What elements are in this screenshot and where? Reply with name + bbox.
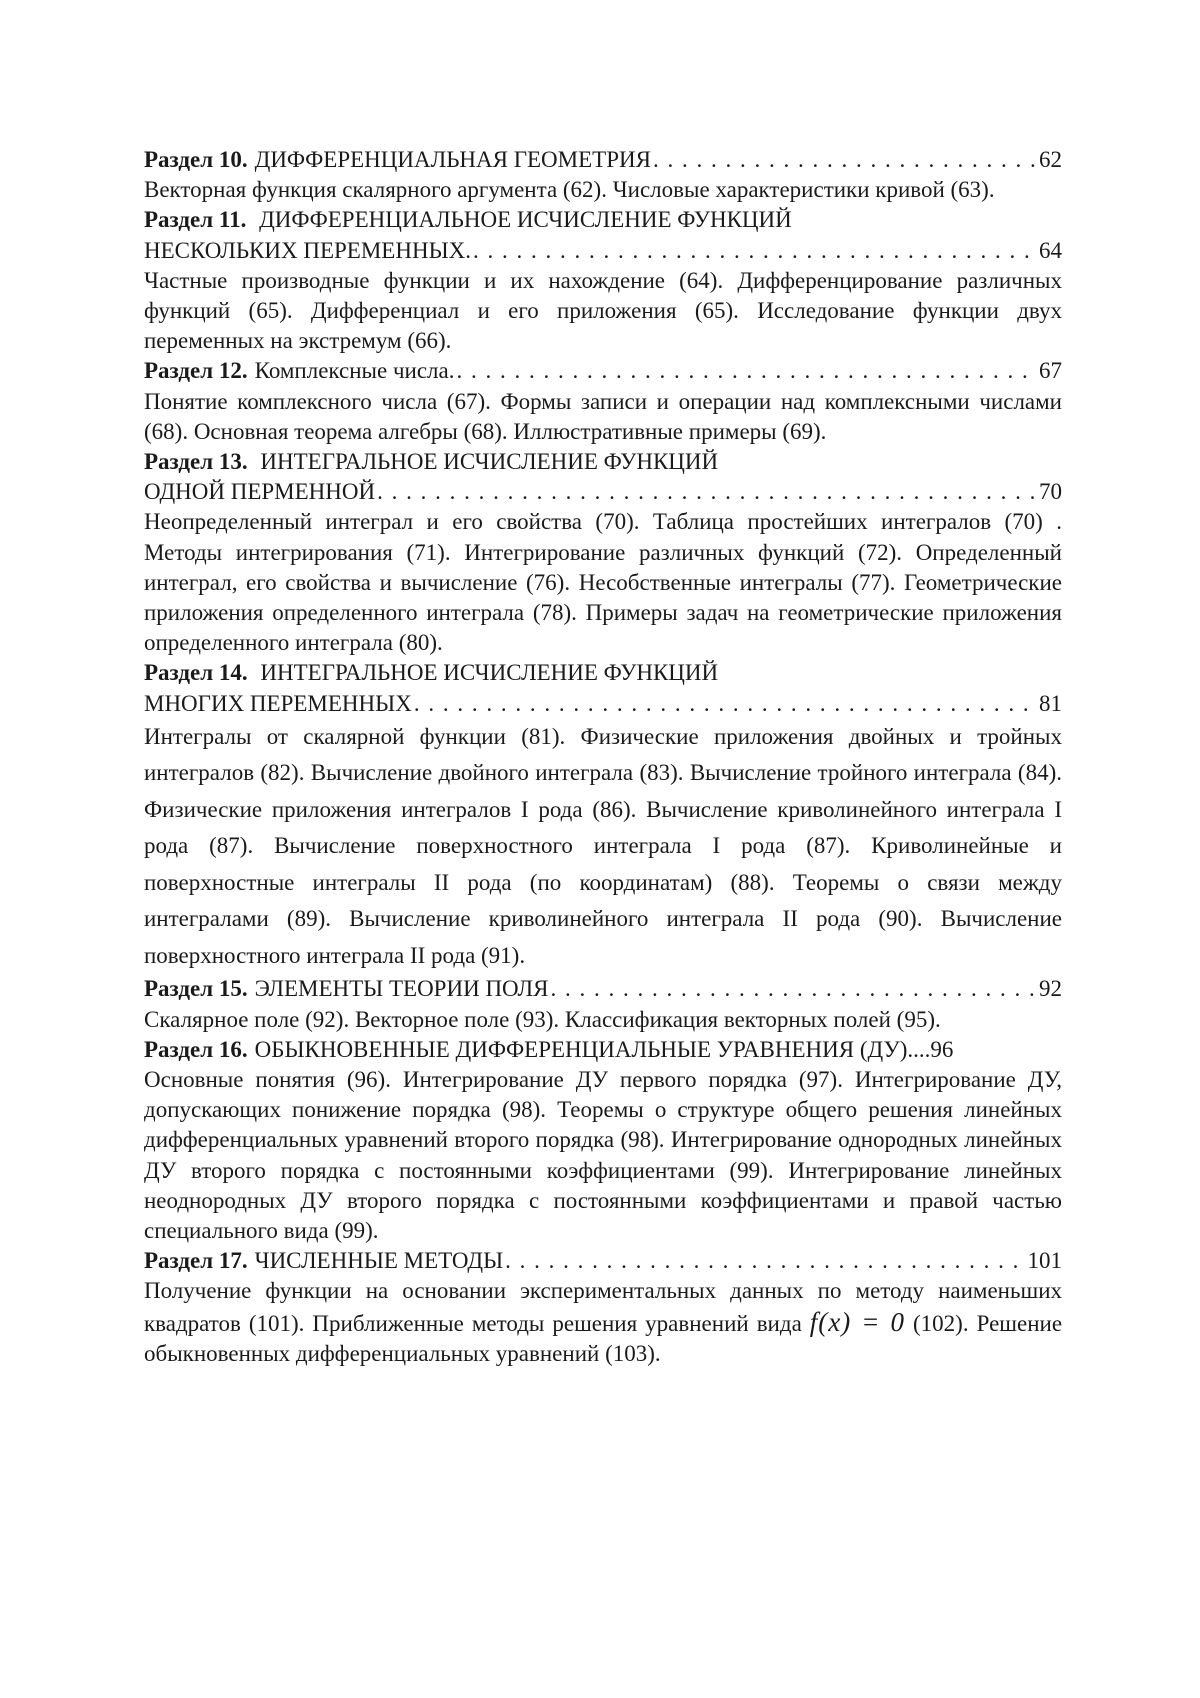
dot-leader bbox=[473, 236, 1037, 266]
page-number: 96 bbox=[930, 1036, 954, 1062]
page-number: 64 bbox=[1039, 237, 1062, 263]
toc-heading[interactable] bbox=[144, 145, 1062, 175]
toc-entry-section-11 bbox=[144, 205, 1062, 356]
section-label: Раздел 10. bbox=[144, 147, 248, 172]
section-label: Раздел 12. bbox=[144, 358, 248, 384]
section-title: ДИФФЕРЕНЦИАЛЬНАЯ ГЕОМЕТРИЯ bbox=[254, 147, 651, 172]
section-title-line1: ИНТЕГРАЛЬНОЕ ИСЧИСЛЕНИЕ ФУНКЦИЙ bbox=[260, 660, 719, 686]
toc-heading-first-line[interactable] bbox=[144, 205, 1062, 235]
section-title: НЕСКОЛЬКИХ ПЕРЕМЕННЫХ. bbox=[144, 237, 471, 263]
dot-leader bbox=[550, 974, 1037, 1004]
section-title: ОБЫКНОВЕННЫЕ ДИФФЕРЕНЦИАЛЬНЫЕ УРАВНЕНИЯ (ДУ).... bbox=[254, 1036, 931, 1062]
toc-heading[interactable] bbox=[144, 689, 1062, 719]
formula: f(x) = 0 bbox=[809, 1306, 905, 1337]
toc-heading-first-line[interactable] bbox=[144, 658, 1062, 688]
page-number: 67 bbox=[1039, 358, 1062, 384]
toc-heading[interactable] bbox=[144, 1035, 1062, 1065]
section-title: ЧИСЛЕННЫЕ МЕТОДЫ bbox=[254, 1248, 504, 1274]
toc-heading-first-line[interactable] bbox=[144, 447, 1062, 477]
toc-heading[interactable] bbox=[144, 356, 1062, 386]
toc-entry-section-16 bbox=[144, 1035, 1062, 1246]
description-tail: (102). Решение обыкновенных дифференциальных уравнений (103). bbox=[144, 1310, 1063, 1366]
section-description: Векторная функция скалярного аргумента (62). Числовые характеристики кривой (63). bbox=[144, 177, 995, 203]
page-number: 81 bbox=[1039, 690, 1062, 716]
toc-heading[interactable] bbox=[144, 477, 1062, 507]
section-title-line1: ИНТЕГРАЛЬНОЕ ИСЧИСЛЕНИЕ ФУНКЦИЙ bbox=[260, 449, 719, 475]
section-title-line1: ДИФФЕРЕНЦИАЛЬНОЕ ИСЧИСЛЕНИЕ ФУНКЦИЙ bbox=[259, 207, 792, 233]
page-number: 101 bbox=[1027, 1248, 1062, 1274]
section-label: Раздел 15. bbox=[144, 976, 248, 1002]
table-of-contents bbox=[144, 145, 1062, 1369]
section-description: Понятие комплексного числа (67). Формы записи и операции над комплексными числами (68). Основная теорема алгебры (68). Иллюстративные примеры (69). bbox=[144, 388, 1062, 444]
toc-entry-section-10 bbox=[144, 145, 1062, 205]
section-title: Комплексные числа. bbox=[254, 358, 455, 384]
section-title: МНОГИХ ПЕРЕМЕННЫХ bbox=[144, 690, 412, 716]
dot-leader bbox=[653, 145, 1037, 175]
dot-leader bbox=[414, 689, 1037, 719]
section-title: ОДНОЙ ПЕРМЕННОЙ bbox=[144, 479, 376, 505]
section-description: Основные понятия (96). Интегрирование ДУ первого порядка (97). Интегрирование ДУ, допускающих понижение порядка (98). Теоремы о структуре общего решения линейных дифференциальных уравнений второго порядка (98). Интегрирование однородных линейных ДУ второго порядка с постоянными коэффициентами (99). Интегрирование линейных неоднородных ДУ второго порядка с постоянными коэффициентами и правой частью специального вида (99). bbox=[144, 1066, 1062, 1243]
section-label: Раздел 17. bbox=[144, 1248, 248, 1274]
toc-heading[interactable] bbox=[144, 974, 1062, 1004]
section-description: Интегралы от скалярной функции (81). Физические приложения двойных и тройных интегралов (82). Вычисление двойного интеграла (83). Вычисление тройного интеграла (84). Физические приложения интегралов I рода (86). Вычисление криволинейного интеграла I рода (87). Вычисление поверхностного интеграла I рода (87). Криволинейные и поверхностные интегралы II рода (по координатам) (88). Теоремы о связи между интегралами (89). Вычисление криволинейного интеграла II рода (90). Вычисление поверхностного интеграла II рода (91). bbox=[144, 723, 1062, 968]
dot-leader bbox=[377, 477, 1037, 507]
page-number: 70 bbox=[1039, 479, 1062, 505]
section-title: ЭЛЕМЕНТЫ ТЕОРИИ ПОЛЯ bbox=[254, 976, 549, 1002]
section-label: Раздел 13. bbox=[144, 449, 248, 475]
section-description: Частные производные функции и их нахождение (64). Дифференцирование различных функций (65). Дифференциал и его приложения (65). Исследование функции двух переменных на экстремум (66). bbox=[144, 267, 1062, 354]
toc-entry-section-13 bbox=[144, 447, 1062, 658]
toc-heading[interactable] bbox=[144, 1246, 1062, 1276]
section-label: Раздел 11. bbox=[144, 207, 247, 233]
section-label: Раздел 16. bbox=[144, 1036, 248, 1062]
section-label: Раздел 14. bbox=[144, 660, 248, 686]
page-number: 62 bbox=[1039, 147, 1062, 172]
toc-entry-section-12 bbox=[144, 356, 1062, 447]
dot-leader bbox=[505, 1246, 1025, 1276]
description-text: Получение функции на основании экспериментальных данных по методу наименьших квадратов (101). Приближенные методы решения уравнений вида bbox=[144, 1278, 1062, 1336]
section-description bbox=[144, 1276, 1062, 1369]
toc-entry-section-14 bbox=[144, 658, 1062, 974]
section-description: Скалярное поле (92). Векторное поле (93). Классификация векторных полей (95). bbox=[144, 1006, 941, 1032]
dot-leader bbox=[456, 356, 1037, 386]
page-number: 92 bbox=[1039, 976, 1062, 1002]
toc-heading[interactable] bbox=[144, 236, 1062, 266]
toc-entry-section-15 bbox=[144, 974, 1062, 1034]
section-description: Неопределенный интеграл и его свойства (70). Таблица простейших интегралов (70) . Методы интегрирования (71). Интегрирование различных функций (72). Определенный интеграл, его свойства и вычисление (76). Несобственные интегралы (77). Геометрические приложения определенного интеграла (78). Примеры задач на геометрические приложения определенного интеграла (80). bbox=[144, 509, 1062, 656]
toc-entry-section-17 bbox=[144, 1246, 1062, 1369]
